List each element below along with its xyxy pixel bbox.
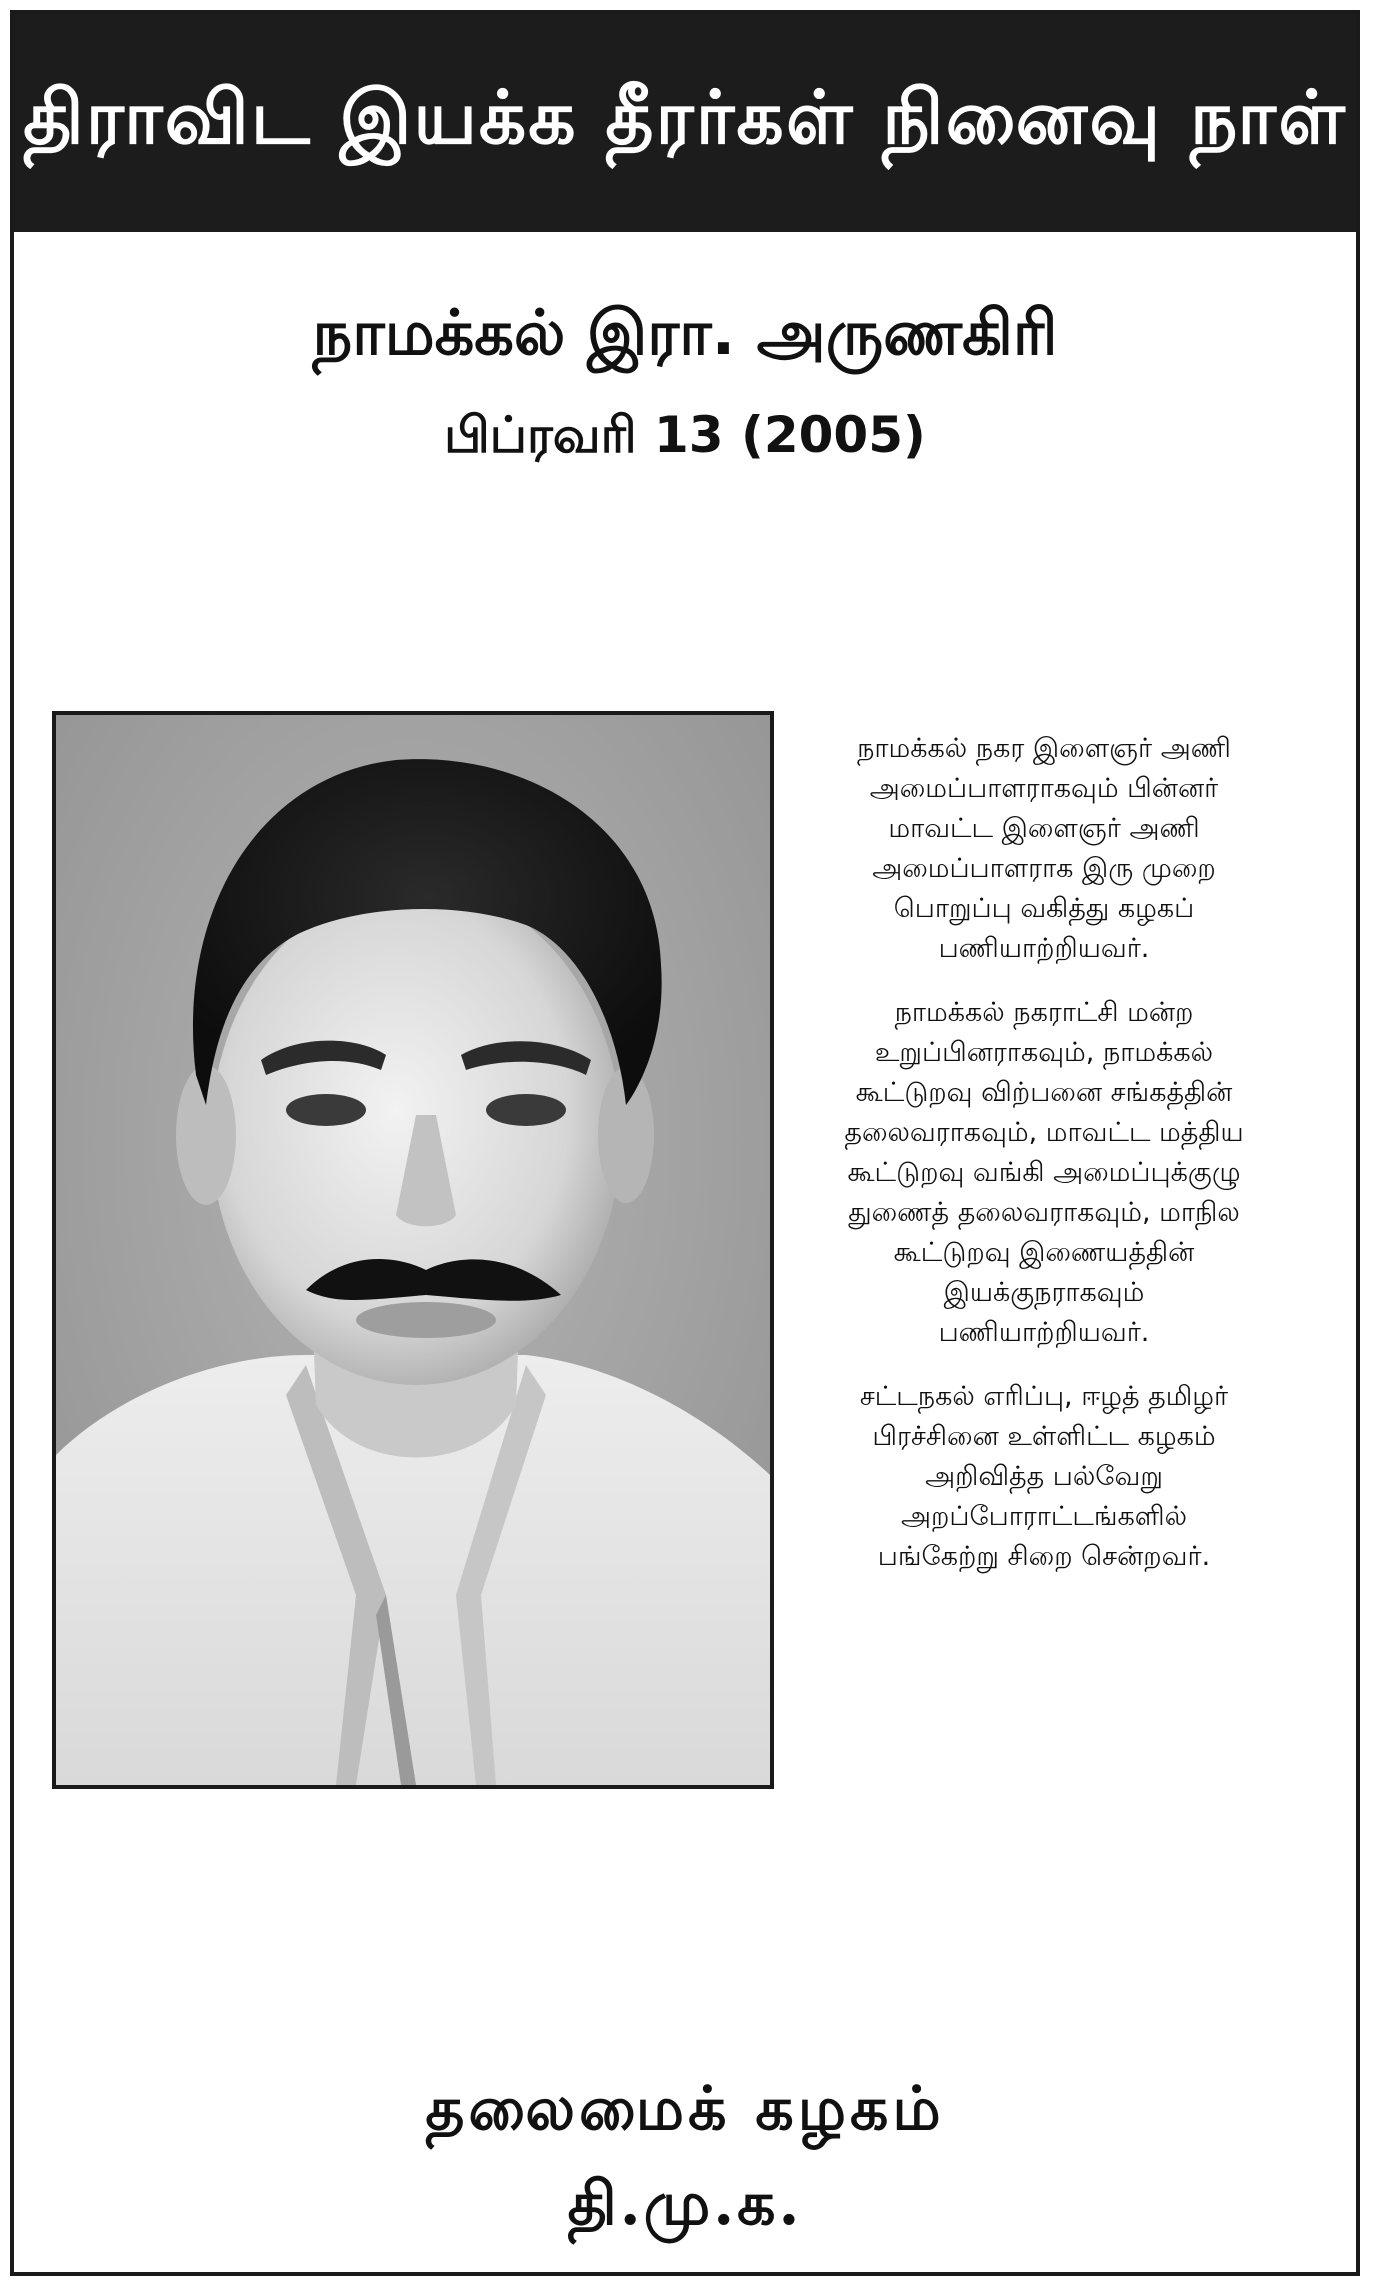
bio-line: பொறுப்பு வகித்து கழகப் — [893, 893, 1195, 924]
bio-line: அமைப்பாளராக இரு முறை — [872, 853, 1216, 884]
bio-line: நாமக்கல் நகராட்சி மன்ற — [894, 997, 1194, 1028]
footer-organization: தலைமைக் கழகம் — [425, 2074, 945, 2144]
bio-line: பணியாற்றியவர். — [938, 933, 1150, 964]
bio-line: அறப்போராட்டங்களில் — [900, 1501, 1188, 1532]
person-name: நாமக்கல் இரா. அருணகிரி — [312, 296, 1058, 369]
footer-party-name: தி.மு.க. — [567, 2169, 803, 2239]
bio-line: சட்டநகல் எரிப்பு, ஈழத் தமிழர் — [859, 1381, 1229, 1412]
memorial-date: பிப்ரவரி 13 (2005) — [444, 406, 926, 464]
memorial-notice — [10, 10, 1360, 2276]
biography — [784, 729, 1304, 1601]
bio-line: துணைத் தலைவராகவும், மாநில — [848, 1197, 1240, 1228]
bio-line: அமைப்பாளராகவும் பின்னர் — [869, 773, 1219, 804]
bio-paragraph-2 — [784, 993, 1304, 1353]
bio-line: இயக்குநராகவும் — [943, 1277, 1145, 1308]
bio-line: கூட்டுறவு விற்பனை சங்கத்தின் — [855, 1077, 1233, 1108]
bio-paragraph-3 — [784, 1377, 1304, 1577]
bio-line: மாவட்ட இளைஞர் அணி — [888, 813, 1200, 844]
bio-line: கூட்டுறவு வங்கி அமைப்புக்குழு — [847, 1157, 1241, 1188]
bio-line: பிரச்சினை உள்ளிட்ட கழகம் — [872, 1421, 1216, 1452]
portrait-illustration — [56, 715, 770, 1785]
header-band — [14, 14, 1356, 232]
bio-line: அறிவித்த பல்வேறு — [925, 1461, 1163, 1492]
bio-line: நாமக்கல் நகர இளைஞர் அணி — [857, 733, 1231, 764]
bio-line: பணியாற்றியவர். — [938, 1317, 1150, 1348]
bio-line: உறுப்பினராகவும், நாமக்கல் — [874, 1037, 1214, 1068]
header-title: திராவிட இயக்க தீரர்கள் நினைவு நாள் — [23, 75, 1347, 161]
bio-line: பங்கேற்று சிறை சென்றவர். — [877, 1541, 1211, 1572]
bio-line: தலைவராகவும், மாவட்ட மத்திய — [844, 1117, 1244, 1148]
bio-paragraph-1 — [784, 729, 1304, 969]
portrait-photo — [52, 711, 774, 1789]
bio-line: கூட்டுறவு இணையத்தின் — [893, 1237, 1195, 1268]
